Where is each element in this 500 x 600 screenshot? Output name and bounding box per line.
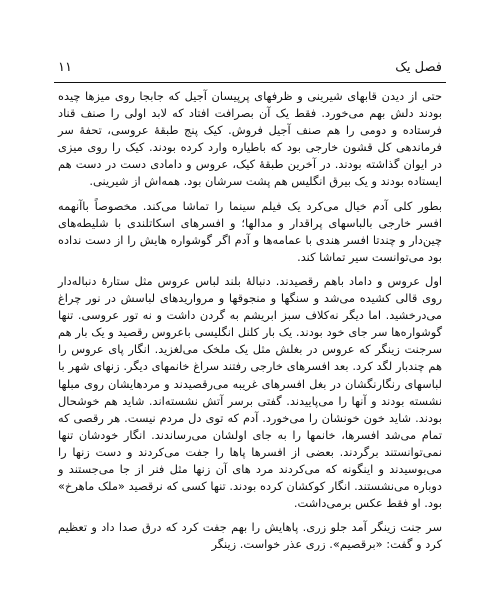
paragraph: بطور کلی آدم خیال می‌کرد یک فیلم سینما را تماشا می‌کند. مخصوصاً باآنهمه افسر خارجی بالباسهای پراقدار و مدالها؛ و افسرهای اسکاتلندی با شلیطه‌های چین‌دار و چندتا افسر هندی با عمامه‌ها و آدم اگر گوشواره هایش را از دست نداده بود می‌توانست سیر تماشا کند. [58,198,442,264]
chapter-title: فصل یک [395,60,442,75]
paragraph: حتی از دیدن قابهای شیرینی و ظرفهای پرپیسان آجیل که جابجا روی میزها چیده بودند دلش بهم می‌خورد. فقط یک آن بصرافت افتاد که لابد اولی را صنف قناد فرستاده و دومی را هم صنف آجیل فروش. کیک پنج طبقهٔ عروسی، تحفهٔ سر فرماندهی کل قشون خارجی بود که باطیاره وارد کرده بودند. کیک را روی میزی در ایوان گذاشته بودند. در آخرین طبقهٔ کیک، عروس و دامادی دست در دست هم ایستاده بودند و یک بیرق انگلیس هم پشت سرشان بود. همه‌اش از شیرینی. [58,89,442,189]
paragraph: اول عروس و داماد باهم رقصیدند. دنبالهٔ بلند لباس عروس مثل ستارهٔ دنباله‌دار روی قالی کشیده می‌شد و سنگها و منجوقها و مرواریدهای لباسش در نور چراغ می‌درخشید. اما دیگر نه‌کلاف سبز ابریشم به گردن داشت و نه تور عروسی. تنها گوشواره‌ها سر جای خود بودند. یک بار کلنل انگلیسی باعروس رقصید و یک بار هم سرجنت زینگر که عروس در بغلش مثل یک ملخک می‌لغزید. انگار پای عروس را هم چندبار لگد کرد. بعد افسرهای خارجی رفتند سراغ خانمهای دیگر. زنهای شهر با لباسهای رنگارنگشان در بغل افسرهای غریبه می‌رقصیدند و مردهایشان روی مبلها نشسته بودند و آنها را می‌پاییدند. گفتی برسر آتش نشسته‌اند. شاید هم خوشحال بودند. شاید خون خونشان را می‌خورد. آدم که توی دل مردم نیست. هر رقصی که تمام می‌شد افسرها، خانمها را به جای اولشان می‌رساندند. انگار خودشان تنها نمی‌توانستند برگردند. بعضی از افسرها پاها را جفت می‌کردند و دست زنها را می‌بوسیدند و اینگونه که می‌کردند مرد های آن زنها مثل فنر از جا می‌جستند و دوباره می‌نشستند. انگار کوکشان کرده بودند. تنها کسی که نرقصید «ملک ماهرخ» بود. او فقط عکس برمی‌داشت. [58,273,442,511]
body-text [58,88,442,553]
header-rule [54,82,446,83]
page-number: ۱۱ [58,60,72,75]
running-head [54,60,446,80]
paragraph: سر جنت زینگر آمد جلو زری. پاهایش را بهم جفت کرد که درق صدا داد و تعظیم کرد و گفت: «برقصیم». زری عذر خواست. زینگر [58,520,442,552]
